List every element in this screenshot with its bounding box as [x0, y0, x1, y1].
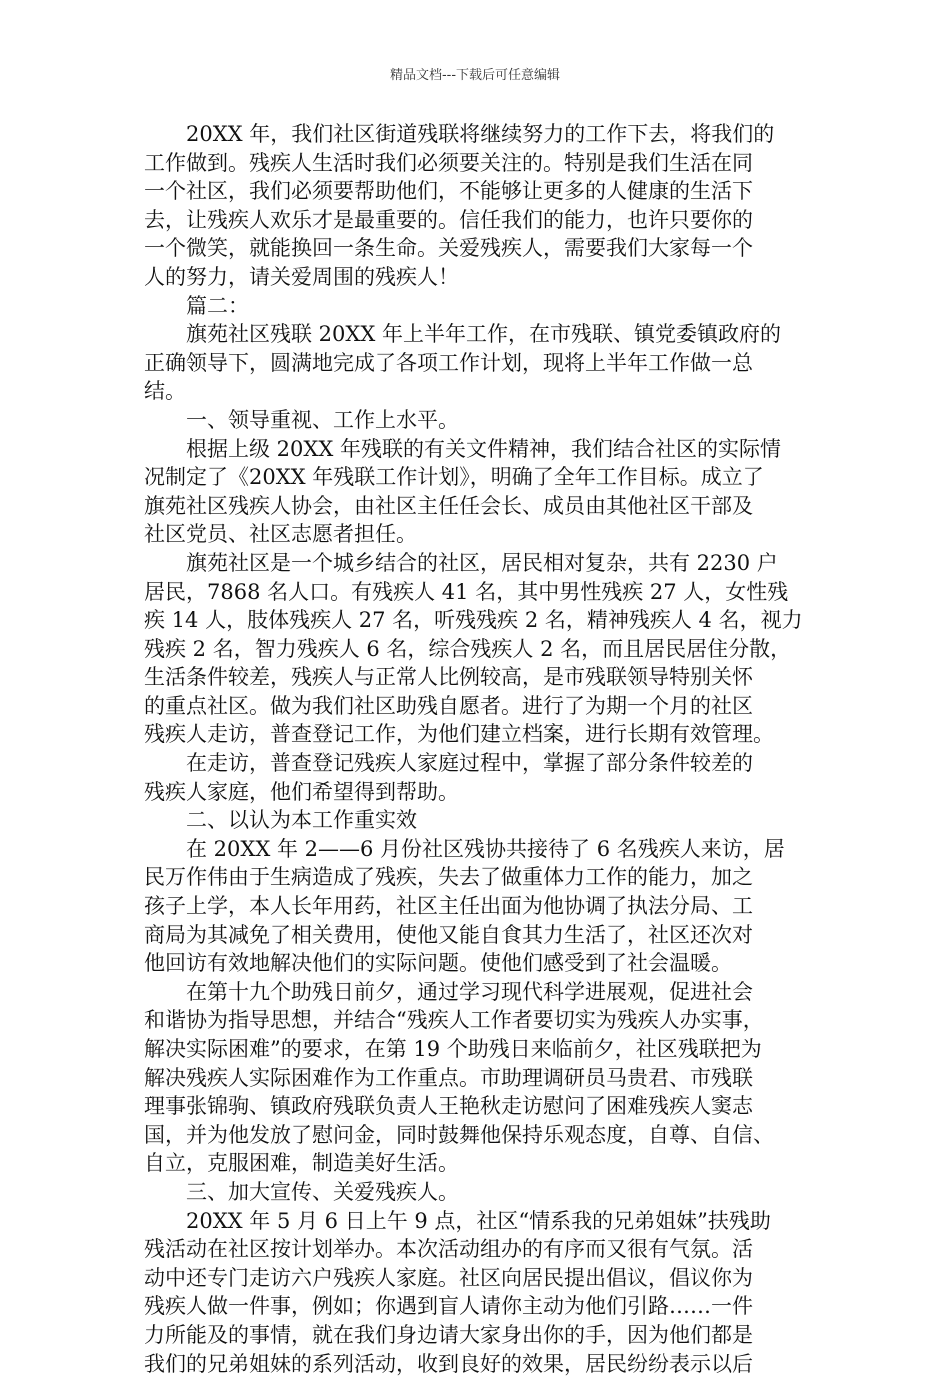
- text-line: 的重点社区。做为我们社区助残自愿者。进行了为期一个月的社区: [144, 693, 753, 718]
- text-line: 在 20XX 年 2——6 月份社区残协共接待了 6 名残疾人来访，居: [186, 836, 785, 861]
- text-line: 三、加大宣传、关爱残疾人。: [186, 1179, 459, 1204]
- text-line: 去，让残疾人欢乐才是最重要的。信任我们的能力，也许只要你的: [144, 207, 753, 232]
- text-line: 我们的兄弟姐妹的系列活动，收到良好的效果，居民纷纷表示以后: [144, 1351, 753, 1376]
- text-line: 人的努力，请关爱周围的残疾人！: [144, 264, 459, 289]
- text-line: 一个社区，我们必须要帮助他们，不能够让更多的人健康的生活下: [144, 179, 753, 204]
- text-line: 正确领导下，圆满地完成了各项工作计划，现将上半年工作做一总: [144, 350, 753, 375]
- text-line: 他回访有效地解决他们的实际问题。使他们感受到了社会温暖。: [144, 951, 732, 976]
- text-line: 况制定了《20XX 年残联工作计划》，明确了全年工作目标。成立了: [144, 465, 764, 490]
- text-line: 残疾人做一件事，例如；你遇到盲人请你主动为他们引路……一件: [144, 1294, 753, 1319]
- text-line: 居民，7868 名人口。有残疾人 41 名，其中男性残疾 27 人，女性残: [144, 579, 789, 604]
- text-line: 旗苑社区残疾人协会，由社区主任任会长、成员由其他社区干部及: [144, 493, 753, 518]
- text-line: 在走访，普查登记残疾人家庭过程中，掌握了部分条件较差的: [186, 751, 753, 776]
- text-line: 结。: [144, 379, 186, 404]
- text-line: 疾 14 人，肢体残疾人 27 名，听残残疾 2 名，精神残疾人 4 名，视力: [144, 608, 803, 633]
- text-line: 一、领导重视、工作上水平。: [186, 407, 459, 432]
- text-line: 残疾 2 名，智力残疾人 6 名，综合残疾人 2 名，而且居民居住分散，: [144, 636, 792, 661]
- text-line: 生活条件较差，残疾人与正常人比例较高，是市残联领导特别关怀: [144, 665, 753, 690]
- text-line: 自立，克服困难，制造美好生活。: [144, 1151, 459, 1176]
- text-line: 在第十九个助残日前夕，通过学习现代科学进展观，促进社会: [186, 979, 753, 1004]
- page-header: 精品文档---下载后可任意编辑: [389, 68, 561, 83]
- text-line: 根据上级 20XX 年残联的有关文件精神，我们结合社区的实际情: [186, 436, 781, 461]
- text-line: 孩子上学，本人长年用药，社区主任出面为他协调了执法分局、工: [144, 894, 753, 919]
- text-line: 社区党员、社区志愿者担任。: [144, 522, 417, 547]
- text-line: 动中还专门走访六户残疾人家庭。社区向居民提出倡议，倡议你为: [144, 1265, 753, 1290]
- text-line: 商局为其减免了相关费用，使他又能自食其力生活了，社区还次对: [144, 922, 753, 947]
- text-line: 和谐协为指导思想，并结合“残疾人工作者要切实为残疾人办实事，: [144, 1008, 764, 1033]
- text-line: 工作做到。残疾人生活时我们必须要关注的。特别是我们生活在同: [144, 150, 753, 175]
- document-body: [144, 120, 824, 1378]
- text-line: 力所能及的事情，就在我们身边请大家身出你的手，因为他们都是: [144, 1322, 753, 1347]
- text-line: 二、以认为本工作重实效: [186, 808, 417, 833]
- text-line: 残疾人走访，普查登记工作，为他们建立档案，进行长期有效管理。: [144, 722, 774, 747]
- text-line: 残疾人家庭，他们希望得到帮助。: [144, 779, 459, 804]
- text-line: 旗苑社区是一个城乡结合的社区，居民相对复杂，共有 2230 户: [186, 550, 778, 575]
- text-line: 旗苑社区残联 20XX 年上半年工作，在市残联、镇党委镇政府的: [186, 322, 781, 347]
- text-line: 国，并为他发放了慰问金，同时鼓舞他保持乐观态度，自尊、自信、: [144, 1122, 774, 1147]
- text-line: 20XX 年，我们社区街道残联将继续努力的工作下去，将我们的: [186, 122, 775, 146]
- text-line: 理事张锦驹、镇政府残联负责人王艳秋走访慰问了困难残疾人窦志: [144, 1094, 753, 1119]
- text-line: 解决残疾人实际困难作为工作重点。市助理调研员马贵君、市残联: [144, 1065, 753, 1090]
- text-line: 20XX 年 5 月 6 日上午 9 点，社区“情系我的兄弟姐妹”扶残助: [186, 1208, 771, 1233]
- text-line: 民万作伟由于生病造成了残疾，失去了做重体力工作的能力，加之: [144, 865, 753, 890]
- text-line: 解决实际困难”的要求，在第 19 个助残日来临前夕，社区残联把为: [144, 1037, 762, 1061]
- text-line: 篇二：: [186, 293, 249, 318]
- text-line: 一个微笑，就能换回一条生命。关爱残疾人，需要我们大家每一个: [144, 236, 753, 261]
- text-line: 残活动在社区按计划举办。本次活动组办的有序而又很有气氛。活: [144, 1237, 753, 1262]
